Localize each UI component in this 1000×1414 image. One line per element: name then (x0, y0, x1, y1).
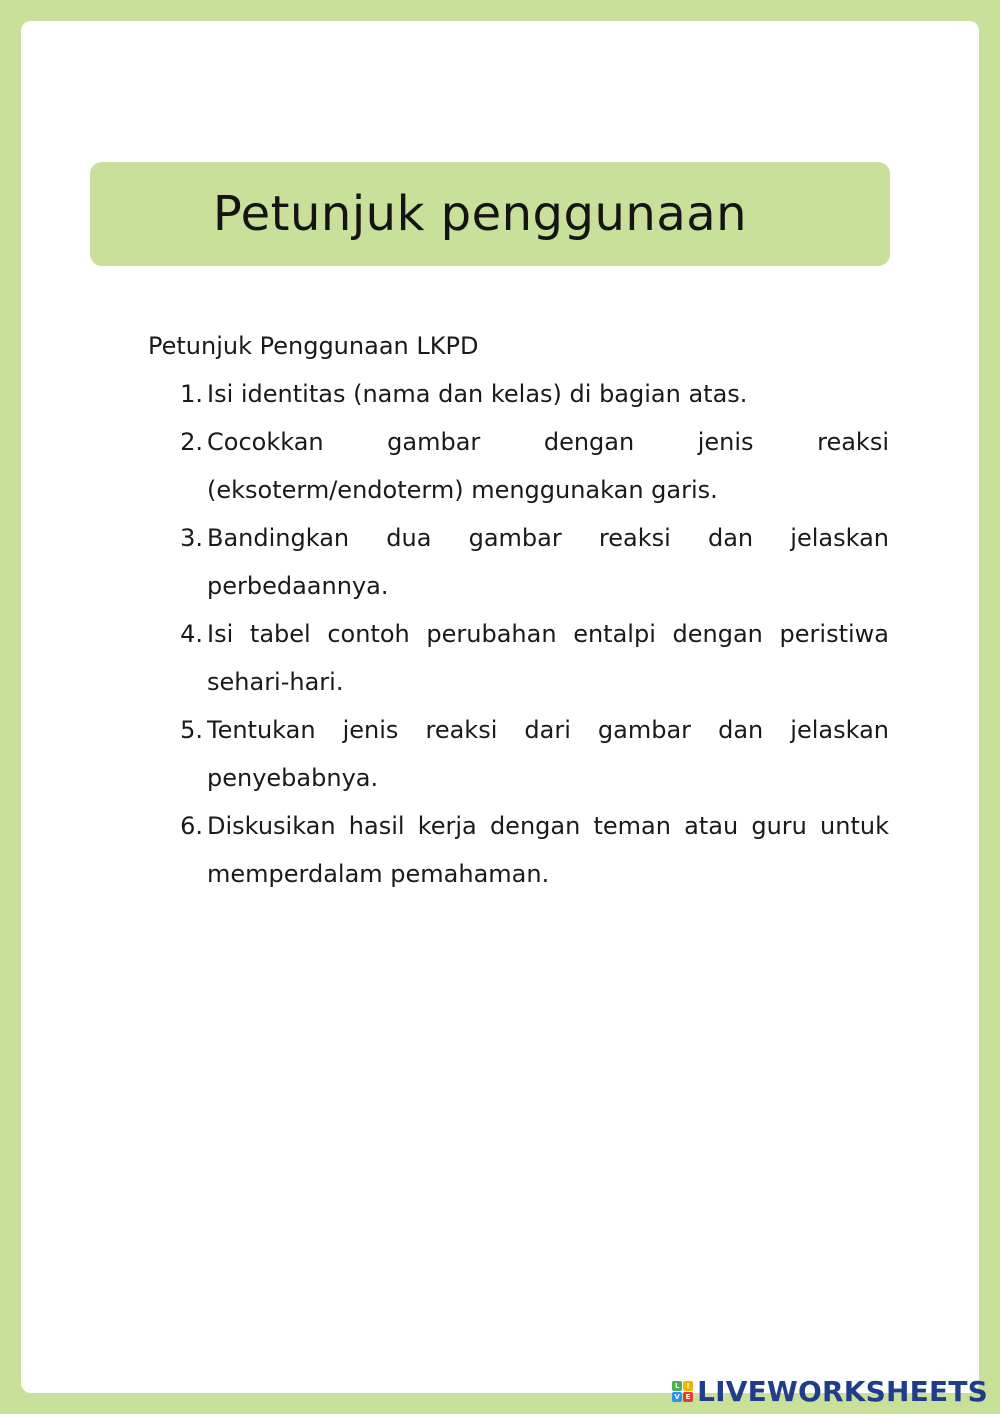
instructions-section (148, 322, 889, 898)
step-text: Cocokkan gambar dengan jenis reaksi (eksoterm/endoterm) menggunakan garis. (207, 428, 889, 504)
step-number: 6. (180, 812, 203, 840)
step-item (148, 610, 889, 706)
step-text: Bandingkan dua gambar reaksi dan jelaskan perbedaannya. (207, 524, 889, 600)
liveworksheets-logo-icon (672, 1381, 693, 1402)
step-number: 3. (180, 524, 203, 552)
instructions-subtitle: Petunjuk Penggunaan LKPD (148, 332, 479, 360)
step-item (148, 370, 889, 418)
step-item (148, 514, 889, 610)
logo-letter-v: V (672, 1392, 682, 1402)
logo-letter-i: I (683, 1381, 693, 1391)
liveworksheets-watermark[interactable] (672, 1374, 988, 1408)
step-text: Isi tabel contoh perubahan entalpi dengan peristiwa sehari-hari. (207, 620, 889, 696)
steps-list (148, 370, 889, 898)
step-number: 1. (180, 380, 203, 408)
step-item (148, 706, 889, 802)
step-number: 4. (180, 620, 203, 648)
logo-letter-e: E (683, 1392, 693, 1402)
step-text: Tentukan jenis reaksi dari gambar dan jelaskan penyebabnya. (207, 716, 889, 792)
page-title: Petunjuk penggunaan (212, 186, 748, 242)
step-item (148, 802, 889, 898)
logo-letter-l: L (672, 1381, 682, 1391)
step-text: Isi identitas (nama dan kelas) di bagian atas. (207, 380, 748, 408)
watermark-brand-text: LIVEWORKSHEETS (697, 1374, 988, 1408)
step-number: 2. (180, 428, 203, 456)
step-text: Diskusikan hasil kerja dengan teman atau guru untuk memperdalam pemahaman. (207, 812, 889, 888)
step-item (148, 418, 889, 514)
title-banner (90, 162, 890, 266)
step-number: 5. (180, 716, 203, 744)
